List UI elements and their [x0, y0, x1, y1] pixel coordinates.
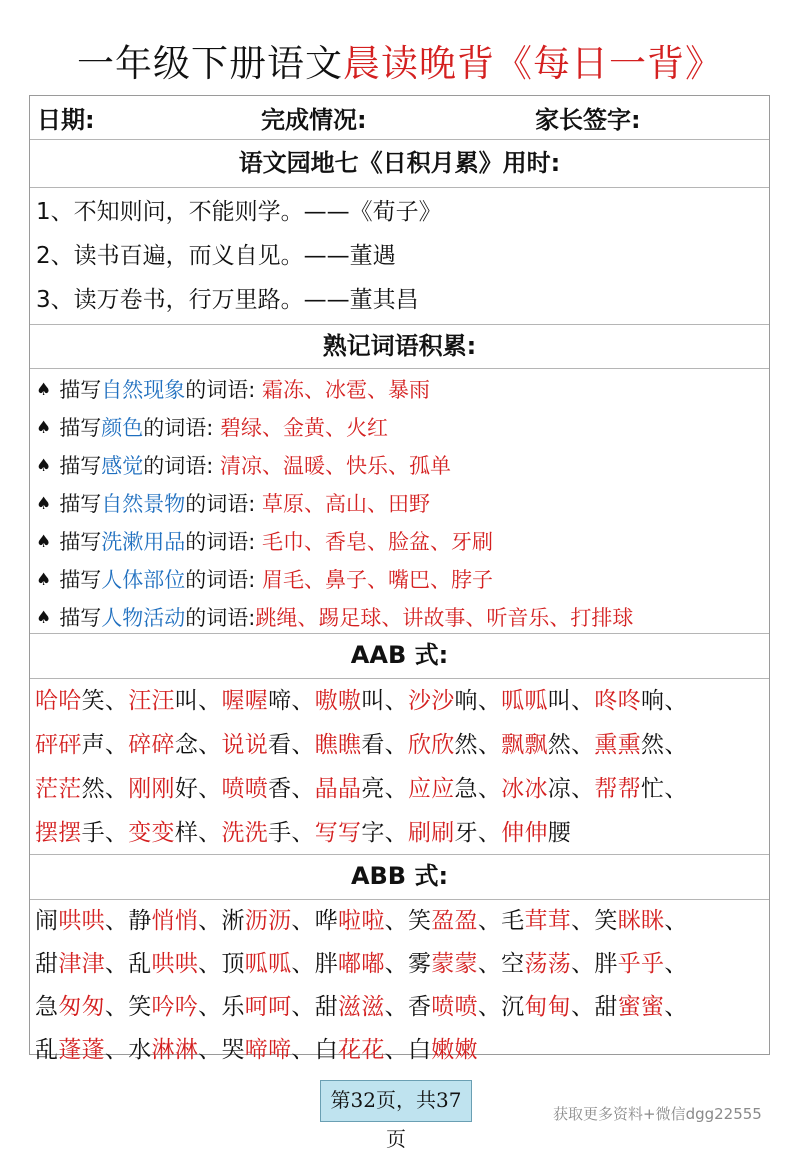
spade-icon: ♠ — [36, 532, 52, 552]
aab-line: 茫茫然、刚刚好、喷喷香、晶晶亮、应应急、冰冰凉、帮帮忙、 — [35, 776, 688, 802]
list-item: ♠ 描写颜色的词语: 碧绿、金黄、火红 — [36, 409, 388, 447]
proverb-line: 1、不知则问，不能则学。——《荀子》 — [36, 199, 442, 225]
spade-icon: ♠ — [36, 570, 52, 590]
abb-section-title: ABB 式: — [30, 855, 769, 900]
spade-icon: ♠ — [36, 456, 52, 476]
date-label: 日期: — [37, 106, 95, 134]
spade-icon: ♠ — [36, 608, 52, 628]
list-item: ♠ 描写自然景物的词语: 草原、高山、田野 — [36, 485, 430, 523]
abb-line: 乱蓬蓬、水淋淋、哭啼啼、白花花、白嫩嫩 — [35, 1037, 478, 1063]
watermark: 获取更多资料+微信dgg22555 — [553, 1105, 762, 1123]
aab-section-title: AAB 式: — [30, 634, 769, 679]
abb-line: 闹哄哄、静悄悄、淅沥沥、哗啦啦、笑盈盈、毛茸茸、笑眯眯、 — [35, 908, 688, 934]
aab-line: 砰砰声、碎碎念、说说看、瞧瞧看、欣欣然、飘飘然、熏熏然、 — [35, 732, 688, 758]
abb-line: 甜津津、乱哄哄、顶呱呱、胖嘟嘟、雾蒙蒙、空荡荡、胖乎乎、 — [35, 951, 688, 977]
spade-icon: ♠ — [36, 494, 52, 514]
abb-block — [30, 900, 769, 1063]
signature-label: 家长签字: — [535, 106, 641, 134]
status-label: 完成情况: — [261, 106, 367, 134]
abb-line: 急匆匆、笑吟吟、乐呵呵、甜滋滋、香喷喷、沉甸甸、甜蜜蜜、 — [35, 994, 688, 1020]
list-item: ♠ 描写洗漱用品的词语: 毛巾、香皂、脸盆、牙刷 — [36, 523, 493, 561]
aab-block — [30, 679, 769, 855]
title-red: 晨读晚背《每日一背》 — [343, 42, 723, 85]
vocab-block — [30, 369, 769, 634]
proverb-line: 3、读万卷书，行万里路。——董其昌 — [36, 287, 419, 313]
proverbs-block — [30, 188, 769, 325]
garden-section-title: 语文园地七《日积月累》用时: — [30, 140, 769, 188]
page-title — [0, 38, 800, 90]
list-item: ♠ 描写自然现象的词语: 霜冻、冰雹、暴雨 — [36, 371, 430, 409]
spade-icon: ♠ — [36, 418, 52, 438]
header-row — [30, 96, 769, 140]
list-item: ♠ 描写感觉的词语: 清凉、温暖、快乐、孤单 — [36, 447, 451, 485]
title-black: 一年级下册语文 — [77, 42, 343, 85]
aab-line: 摆摆手、变变样、洗洗手、写写字、刷刷牙、伸伸腰 — [35, 820, 572, 846]
page-number-badge: 第32页，共37页 — [320, 1080, 472, 1122]
aab-line: 哈哈笑、汪汪叫、喔喔啼、嗷嗷叫、沙沙响、呱呱叫、咚咚响、 — [35, 688, 688, 714]
spade-icon: ♠ — [36, 380, 52, 400]
vocab-section-title: 熟记词语积累: — [30, 325, 769, 369]
list-item: ♠ 描写人物活动的词语:跳绳、踢足球、讲故事、听音乐、打排球 — [36, 599, 633, 637]
list-item: ♠ 描写人体部位的词语: 眉毛、鼻子、嘴巴、脖子 — [36, 561, 493, 599]
worksheet — [29, 95, 770, 1063]
proverb-line: 2、读书百遍，而义自见。——董遇 — [36, 243, 396, 269]
